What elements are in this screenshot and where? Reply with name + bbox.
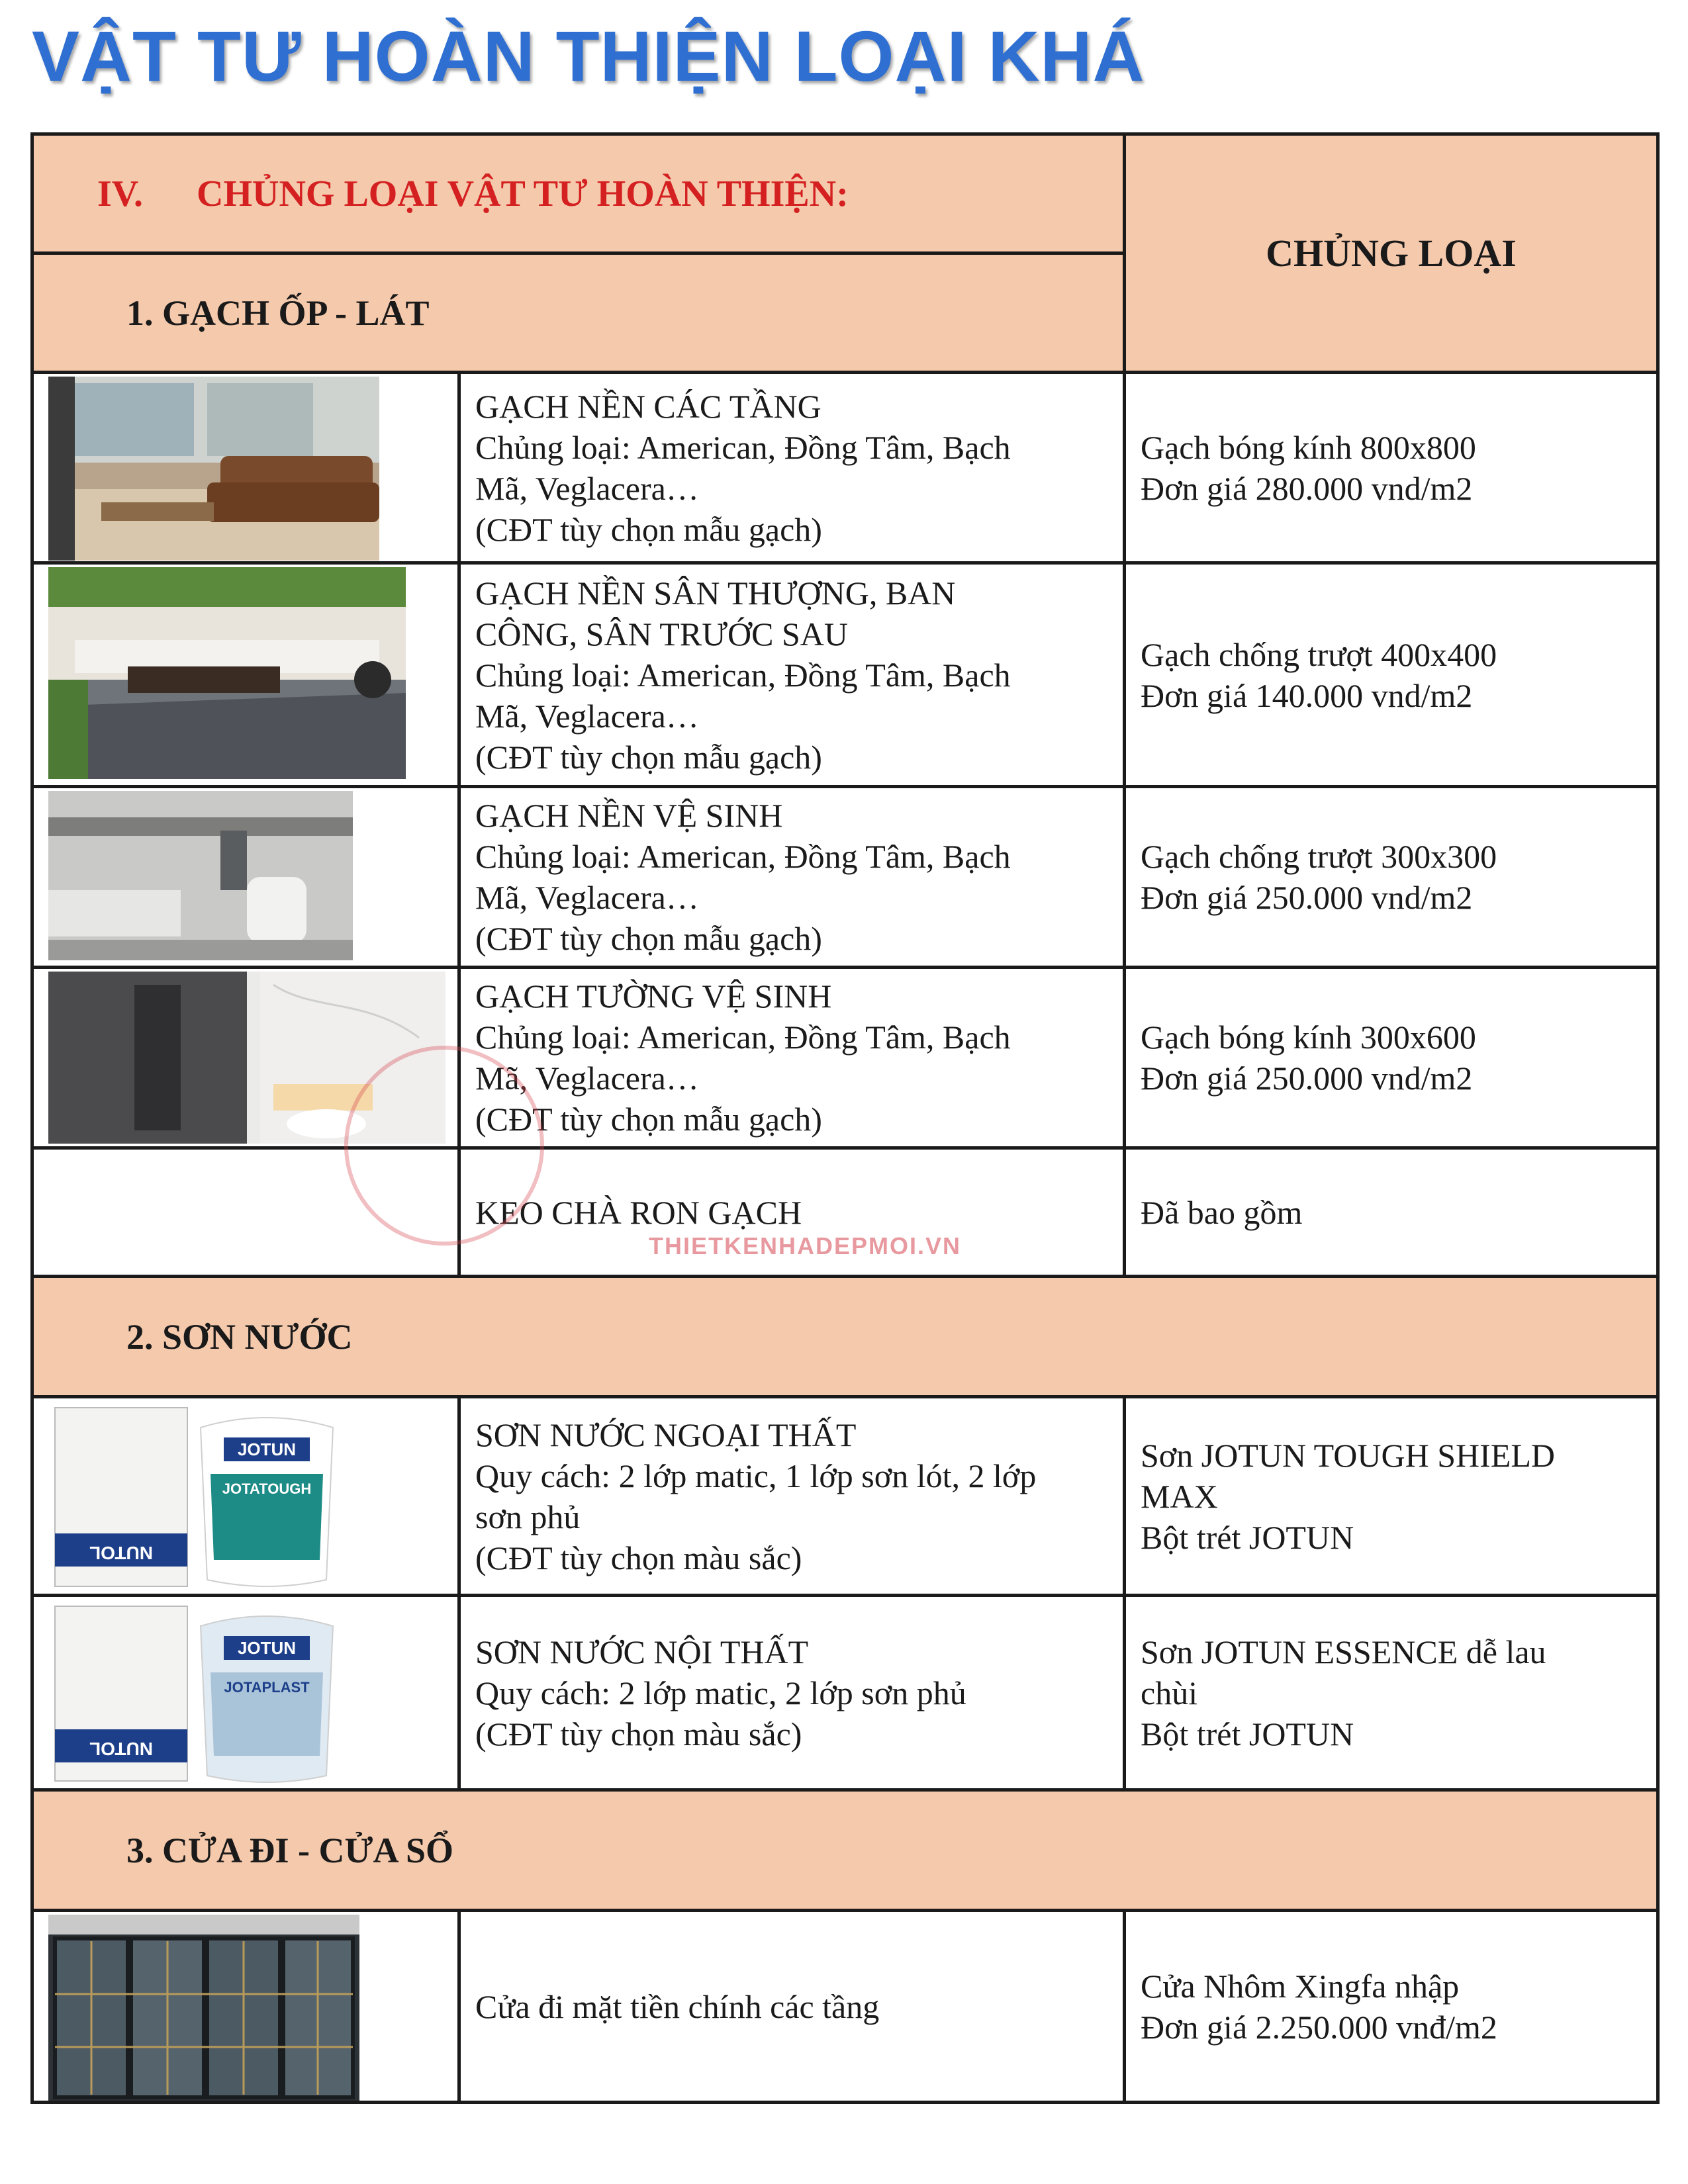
table-row	[32, 1911, 1658, 2103]
spec-line: Gạch chống trượt 400x400	[1141, 635, 1497, 673]
row-image-cell	[32, 1911, 459, 2103]
row-image-cell	[32, 563, 459, 787]
table-row	[32, 968, 1658, 1148]
spec-line: Cửa Nhôm Xingfa nhập	[1141, 1967, 1460, 2005]
desc-line: (CĐT tùy chọn mẫu gạch)	[475, 510, 822, 548]
desc-line: Mã, Veglacera…	[475, 697, 699, 735]
column-heading: CHỦNG LOẠI	[1125, 134, 1658, 373]
section-title: CHỦNG LOẠI VẬT TƯ HOÀN THIỆN:	[197, 173, 849, 214]
spec-line: Gạch bóng kính 300x600	[1141, 1019, 1476, 1056]
row-spec	[1125, 373, 1658, 563]
group-heading-doors: 3. CỬA ĐI - CỬA SỔ	[32, 1790, 1658, 1911]
bucket-brand: JOTUN	[237, 1439, 297, 1459]
bag-label: NUTOL	[89, 1739, 153, 1759]
table-row	[32, 1397, 1658, 1596]
spec-line: Đơn giá 140.000 vnd/m2	[1141, 676, 1473, 714]
row-description	[459, 787, 1125, 968]
desc-line: (CĐT tùy chọn mẫu gạch)	[475, 1101, 822, 1138]
desc-line: SƠN NƯỚC NGOẠI THẤT	[475, 1416, 857, 1453]
desc-line: sơn phủ	[475, 1498, 581, 1535]
row-spec	[1125, 1148, 1658, 1277]
jotun-jotatough-bucket	[48, 1401, 366, 1593]
desc-line: Chủng loại: American, Đồng Tâm, Bạch	[475, 428, 1011, 466]
desc-line: CÔNG, SÂN TRƯỚC SAU	[475, 615, 848, 653]
row-image-cell	[32, 968, 459, 1148]
row-description	[459, 1596, 1125, 1790]
row-image-cell	[32, 1148, 459, 1277]
desc-line: GẠCH NỀN CÁC TẦNG	[475, 387, 821, 425]
desc-line: Chủng loại: American, Đồng Tâm, Bạch	[475, 1019, 1011, 1056]
row-description	[459, 1911, 1125, 2103]
section-number: IV.	[97, 173, 144, 214]
desc-line: GẠCH NỀN SÂN THƯỢNG, BAN	[475, 574, 956, 612]
spec-line: Sơn JOTUN TOUGH SHIELD	[1141, 1436, 1556, 1474]
bathroom-wall-photo	[48, 972, 445, 1144]
living-room-tile-photo	[48, 377, 379, 561]
table-row	[32, 787, 1658, 968]
row-spec	[1125, 1397, 1658, 1596]
desc-line: KEO CHÀ RON GẠCH	[475, 1193, 802, 1231]
row-spec	[1125, 787, 1658, 968]
terrace-tile-photo	[48, 567, 406, 779]
table-row	[32, 1596, 1658, 1790]
row-spec	[1125, 563, 1658, 787]
row-image-cell	[32, 1397, 459, 1596]
spec-line: Gạch chống trượt 300x300	[1141, 838, 1497, 875]
desc-line: (CĐT tùy chọn mẫu gạch)	[475, 920, 822, 957]
row-description	[459, 563, 1125, 787]
spec-line: Đơn giá 280.000 vnd/m2	[1141, 469, 1473, 507]
group-heading-tiles: 1. GẠCH ỐP - LÁT	[32, 253, 1125, 373]
desc-line: (CĐT tùy chọn màu sắc)	[475, 1539, 802, 1576]
row-spec	[1125, 968, 1658, 1148]
desc-line: Mã, Veglacera…	[475, 1060, 699, 1097]
row-image-cell	[32, 787, 459, 968]
row-spec	[1125, 1911, 1658, 2103]
desc-line: GẠCH NỀN VỆ SINH	[475, 797, 783, 834]
desc-line: Mã, Veglacera…	[475, 469, 699, 507]
spec-line: Đơn giá 250.000 vnd/m2	[1141, 1060, 1473, 1097]
row-description	[459, 373, 1125, 563]
spec-line: chùi	[1141, 1674, 1198, 1711]
watermark-text: THIETKENHADEPMOI.VN	[649, 1232, 962, 1259]
desc-line: Quy cách: 2 lớp matic, 1 lớp sơn lót, 2 lớp	[475, 1457, 1037, 1494]
spec-line: Đã bao gồm	[1141, 1193, 1303, 1231]
desc-line: Mã, Veglacera…	[475, 879, 699, 916]
spec-line: Đơn giá 250.000 vnd/m2	[1141, 879, 1473, 916]
bucket-product: JOTAPLAST	[224, 1679, 310, 1696]
desc-line: (CĐT tùy chọn màu sắc)	[475, 1715, 802, 1752]
row-spec	[1125, 1596, 1658, 1790]
spec-line: Sơn JOTUN ESSENCE dễ lau	[1141, 1633, 1546, 1670]
desc-line: (CĐT tùy chọn mẫu gạch)	[475, 738, 822, 776]
jotun-jotaplast-bucket	[48, 1600, 366, 1788]
spec-line: Gạch bóng kính 800x800	[1141, 428, 1476, 466]
aluminum-glass-door-photo	[48, 1915, 359, 2101]
desc-line: GẠCH TƯỜNG VỆ SINH	[475, 978, 832, 1015]
desc-line: SƠN NƯỚC NỘI THẤT	[475, 1633, 809, 1670]
bag-label: NUTOL	[89, 1543, 153, 1563]
bathroom-floor-photo	[48, 791, 353, 960]
table-header-row	[32, 134, 1658, 253]
table-row	[32, 373, 1658, 563]
desc-line: Chủng loại: American, Đồng Tâm, Bạch	[475, 656, 1011, 694]
row-image-cell	[32, 373, 459, 563]
bucket-product: JOTATOUGH	[222, 1480, 312, 1497]
group-heading-paint: 2. SƠN NƯỚC	[32, 1277, 1658, 1397]
row-description	[459, 968, 1125, 1148]
desc-line: Chủng loại: American, Đồng Tâm, Bạch	[475, 838, 1011, 875]
desc-line: Cửa đi mặt tiền chính các tầng	[475, 1987, 880, 2025]
spec-line: Đơn giá 2.250.000 vnđ/m2	[1141, 2008, 1497, 2046]
row-description	[459, 1397, 1125, 1596]
desc-line: Quy cách: 2 lớp matic, 2 lớp sơn phủ	[475, 1674, 966, 1711]
spec-line: Bột trét JOTUN	[1141, 1715, 1354, 1752]
bucket-brand: JOTUN	[237, 1638, 297, 1658]
table-row	[32, 563, 1658, 787]
spec-line: Bột trét JOTUN	[1141, 1518, 1354, 1556]
page-title: VẬT TƯ HOÀN THIỆN LOẠI KHÁ	[32, 16, 1145, 96]
row-image-cell	[32, 1596, 459, 1790]
materials-table	[30, 132, 1660, 2104]
section-heading	[32, 134, 1125, 253]
spec-line: MAX	[1141, 1477, 1218, 1515]
